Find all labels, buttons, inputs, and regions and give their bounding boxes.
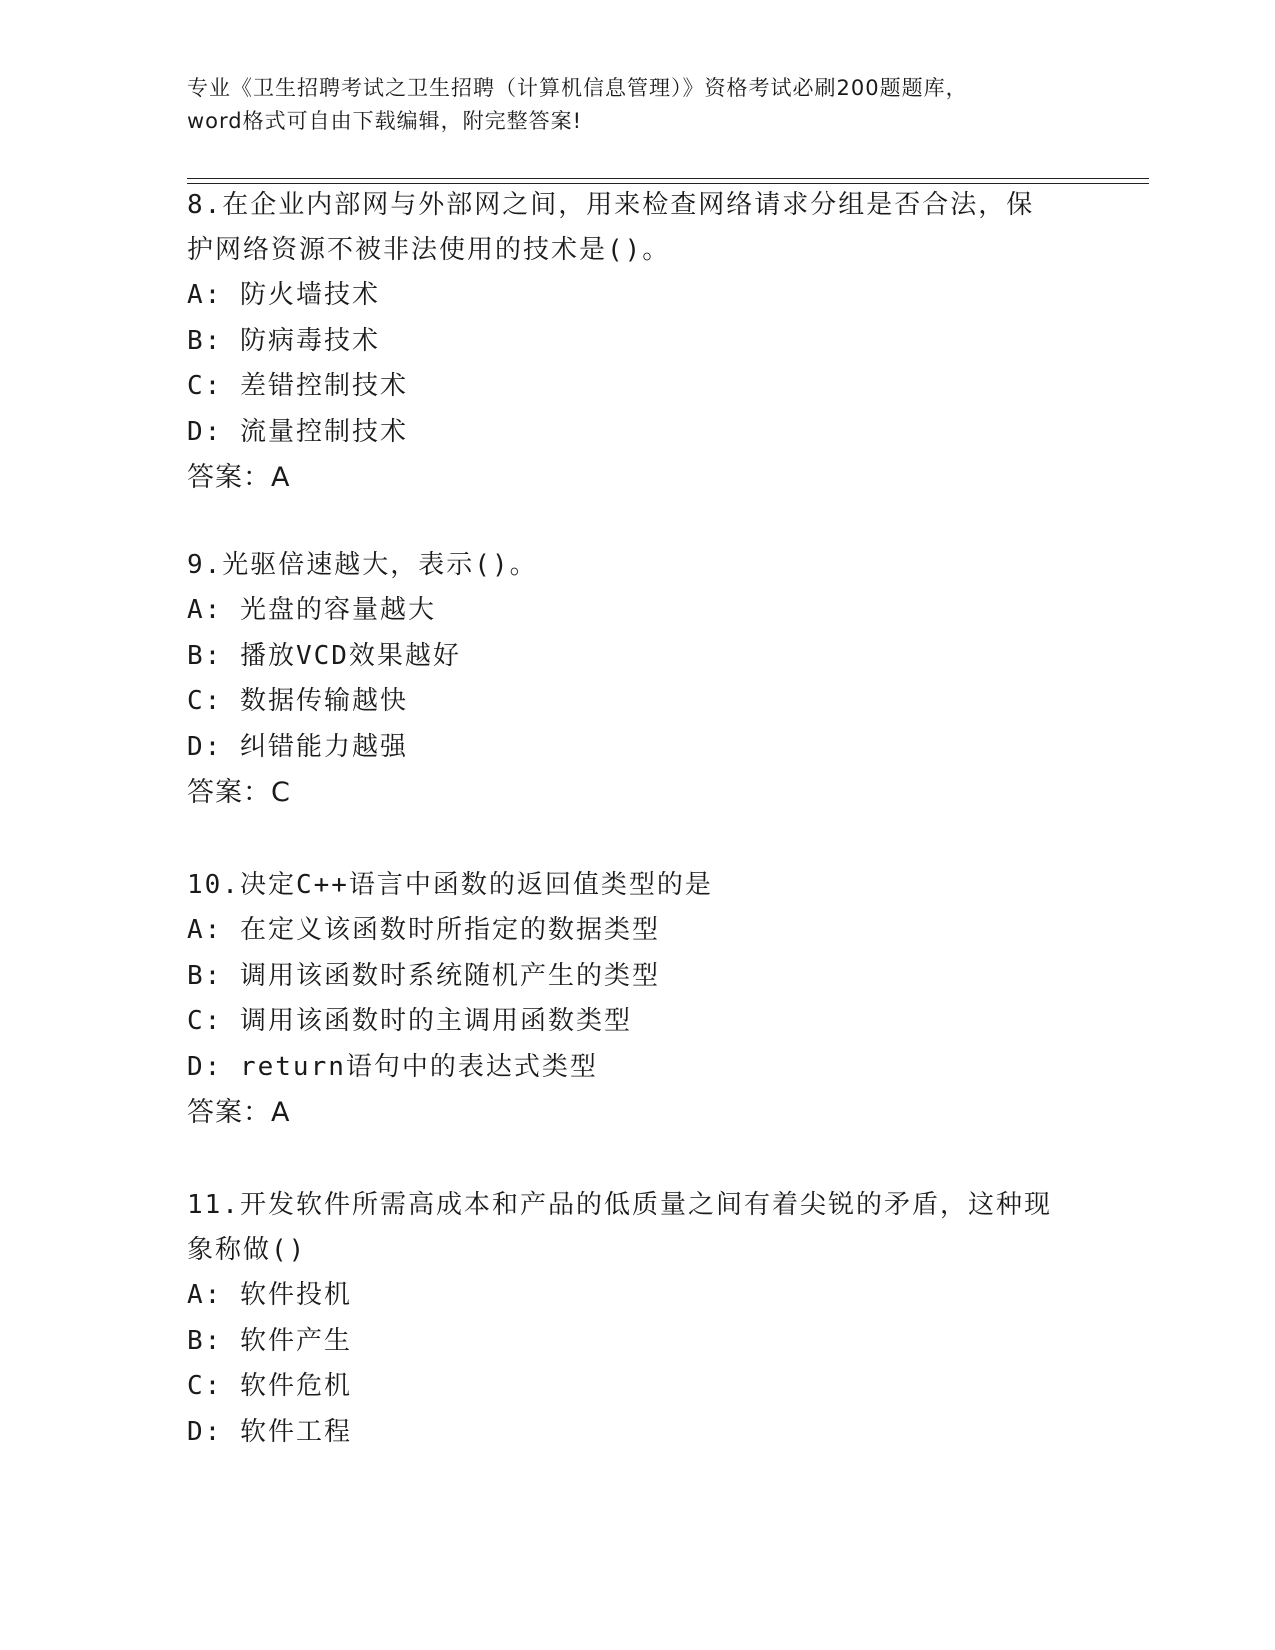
option-b: B: 防病毒技术 bbox=[187, 325, 380, 356]
question-8 bbox=[187, 183, 1087, 500]
question-text-line-2: 象称做() bbox=[187, 1235, 307, 1265]
option-b: B: 调用该函数时系统随机产生的类型 bbox=[187, 960, 660, 991]
question-text-line-1: 10.决定C++语言中函数的返回值类型的是 bbox=[187, 870, 713, 900]
answer-label: 答案：C bbox=[187, 777, 291, 808]
question-text-line-1: 11.开发软件所需高成本和产品的低质量之间有着尖锐的矛盾，这种现 bbox=[187, 1190, 1052, 1220]
option-d: D: return语句中的表达式类型 bbox=[187, 1051, 598, 1082]
answer-label: 答案：A bbox=[187, 1097, 291, 1128]
option-c: C: 差错控制技术 bbox=[187, 371, 408, 401]
option-b: B: 软件产生 bbox=[187, 1325, 352, 1356]
option-d: D: 纠错能力越强 bbox=[187, 731, 408, 762]
option-a: A: 光盘的容量越大 bbox=[187, 595, 436, 625]
question-11 bbox=[187, 1183, 1087, 1455]
header-divider-top bbox=[187, 178, 1149, 179]
question-10 bbox=[187, 863, 1087, 1135]
header-title-line-1: 专业《卫生招聘考试之卫生招聘（计算机信息管理）》资格考试必刷200题题库， bbox=[187, 76, 968, 100]
header-title-line-2: word格式可自由下载编辑，附完整答案! bbox=[187, 109, 583, 133]
option-b: B: 播放VCD效果越好 bbox=[187, 640, 461, 671]
option-a: A: 在定义该函数时所指定的数据类型 bbox=[187, 915, 660, 945]
option-d: D: 流量控制技术 bbox=[187, 416, 408, 447]
option-a: A: 防火墙技术 bbox=[187, 280, 380, 310]
document-header bbox=[187, 72, 1087, 138]
question-text-line-1: 8.在企业内部网与外部网之间，用来检查网络请求分组是否合法，保 bbox=[187, 190, 1035, 220]
question-text-line-2: 护网络资源不被非法使用的技术是()。 bbox=[187, 235, 671, 265]
question-text-line-1: 9.光驱倍速越大，表示()。 bbox=[187, 550, 538, 580]
option-c: C: 软件危机 bbox=[187, 1371, 352, 1401]
option-d: D: 软件工程 bbox=[187, 1416, 352, 1447]
option-c: C: 调用该函数时的主调用函数类型 bbox=[187, 1006, 632, 1036]
question-9 bbox=[187, 543, 1087, 815]
answer-label: 答案：A bbox=[187, 462, 291, 493]
option-c: C: 数据传输越快 bbox=[187, 686, 408, 716]
option-a: A: 软件投机 bbox=[187, 1280, 352, 1310]
